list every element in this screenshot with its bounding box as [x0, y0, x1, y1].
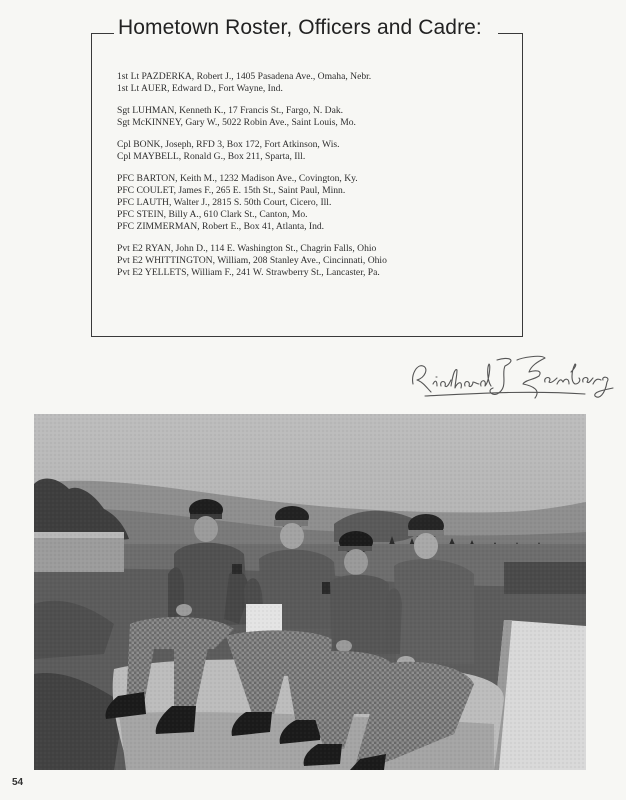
photograph-soldiers	[34, 414, 586, 770]
roster-entry: Cpl BONK, Joseph, RFD 3, Box 172, Fort Atkinson, Wis.	[117, 139, 340, 150]
roster-title: Hometown Roster, Officers and Cadre:	[118, 16, 482, 39]
roster-entry: PFC STEIN, Billy A., 610 Clark St., Canton, Mo.	[117, 209, 308, 220]
roster-entry: Sgt LUHMAN, Kenneth K., 17 Francis St., Fargo, N. Dak.	[117, 105, 344, 116]
roster-entry: 1st Lt PAZDERKA, Robert J., 1405 Pasadena Ave., Omaha, Nebr.	[117, 71, 372, 82]
roster-entry: Cpl MAYBELL, Ronald G., Box 211, Sparta, Ill.	[117, 151, 306, 162]
roster-entry: Pvt E2 YELLETS, William F., 241 W. Strawberry St., Lancaster, Pa.	[117, 267, 380, 278]
roster-group-sergeants	[117, 105, 517, 129]
roster-group-privates	[117, 243, 517, 279]
roster-group-officers	[117, 71, 517, 95]
roster-entry: 1st Lt AUER, Edward D., Fort Wayne, Ind.	[117, 83, 283, 94]
roster-entry: Pvt E2 WHITTINGTON, William, 208 Stanley Ave., Cincinnati, Ohio	[117, 255, 387, 266]
roster-entry: PFC COULET, James F., 265 E. 15th St., Saint Paul, Minn.	[117, 185, 346, 196]
roster-list	[117, 71, 517, 289]
box-top-border-left	[92, 33, 114, 34]
page-number: 54	[12, 777, 24, 788]
roster-group-privates-first-class	[117, 173, 517, 233]
roster-entry: Sgt McKINNEY, Gary W., 5022 Robin Ave., Saint Louis, Mo.	[117, 117, 356, 128]
roster-entry: PFC ZIMMERMAN, Robert E., Box 41, Atlanta, Ind.	[117, 221, 325, 232]
roster-entry: PFC LAUTH, Walter J., 2815 S. 50th Court, Cicero, Ill.	[117, 197, 332, 208]
roster-entry: Pvt E2 RYAN, John D., 114 E. Washington St., Chagrin Falls, Ohio	[117, 243, 377, 254]
box-top-border-right	[498, 33, 522, 34]
roster-group-corporals	[117, 139, 517, 163]
roster-entry: PFC BARTON, Keith M., 1232 Madison Ave., Covington, Ky.	[117, 173, 358, 184]
signature	[405, 350, 620, 410]
